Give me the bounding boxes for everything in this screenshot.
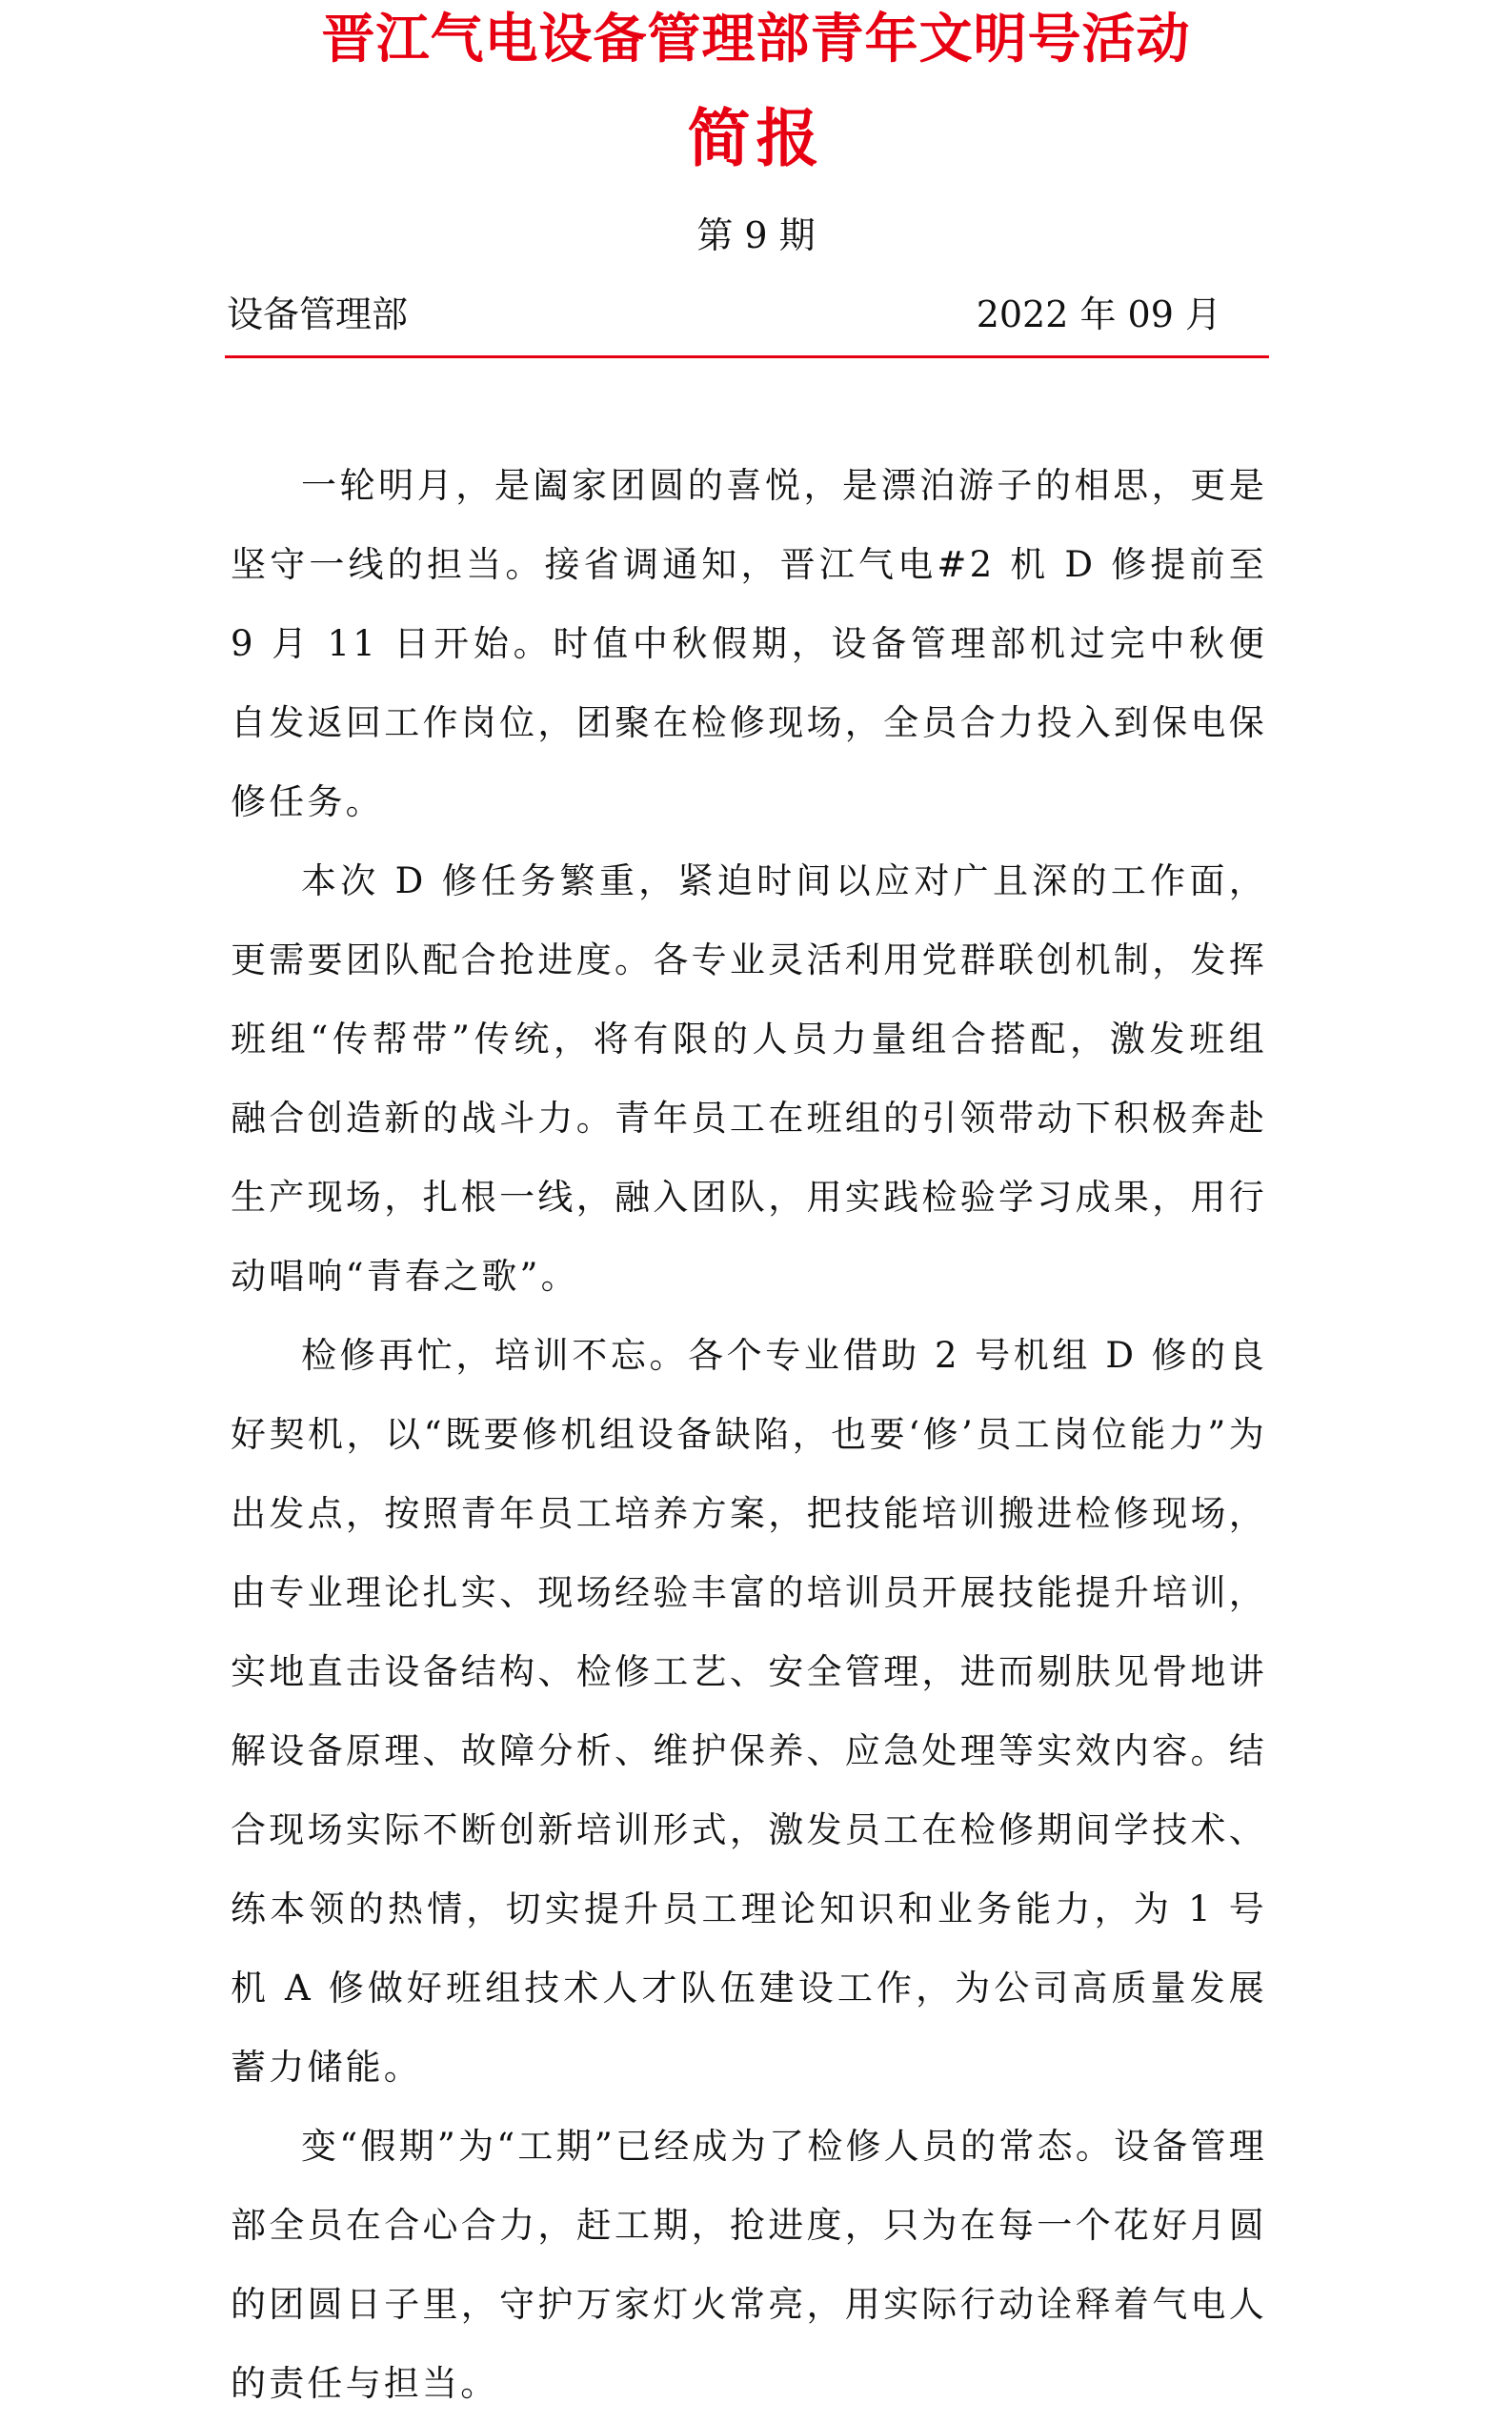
department-name: 设备管理部 (227, 293, 409, 335)
paragraph-2: 本次 D 修任务繁重，紧迫时间以应对广且深的工作面，更需要团队配合抢进度。各专业灵活利用党群联创机制，发挥班组“传帮带”传统，将有限的人员力量组合搭配，激发班组融合创造新的战斗力。青年员工在班组的引领带动下积极奔赴生产现场，扎根一线，融入团队，用实践检验学习成果，用行动唱响“青春之歌”。 (231, 860, 1267, 1297)
paragraph-1: 一轮明月，是阖家团圆的喜悦，是漂泊游子的相思，更是坚守一线的担当。接省调通知，晋江气电#2 机 D 修提前至 9 月 11 日开始。时值中秋假期，设备管理部机过完中秋便自发返回工作岗位，团聚在检修现场，全员合力投入到保电保修任务。 (231, 465, 1267, 822)
article-body (231, 446, 1267, 2423)
publish-date: 2022 年 09 月 (976, 293, 1221, 335)
paragraph-3: 检修再忙，培训不忘。各个专业借助 2 号机组 D 修的良好契机，以“既要修机组设备缺陷，也要‘修’员工岗位能力”为出发点，按照青年员工培养方案，把技能培训搬进检修现场，由专业理论扎实、现场经验丰富的培训员开展技能提升培训，实地直击设备结构、检修工艺、安全管理，进而剔肤见骨地讲解设备原理、故障分析、维护保养、应急处理等实效内容。结合现场实际不断创新培训形式，激发员工在检修期间学技术、练本领的热情，切实提升员工理论知识和业务能力，为 1 号机 A 修做好班组技术人才队伍建设工作，为公司高质量发展蓄力储能。 (231, 1335, 1267, 2088)
header-divider (225, 355, 1269, 358)
issue-number: 第 9 期 (696, 214, 816, 256)
paragraph-4: 变“假期”为“工期”已经成为了检修人员的常态。设备管理部全员在合心合力，赶工期，抢进度，只为在每一个花好月圆的团圆日子里，守护万家灯火常亮，用实际行动诠释着气电人的责任与担当。 (231, 2126, 1267, 2404)
bulletin-title: 晋江气电设备管理部青年文明号活动 (321, 9, 1191, 71)
bulletin-subtitle: 简报 (687, 102, 825, 175)
